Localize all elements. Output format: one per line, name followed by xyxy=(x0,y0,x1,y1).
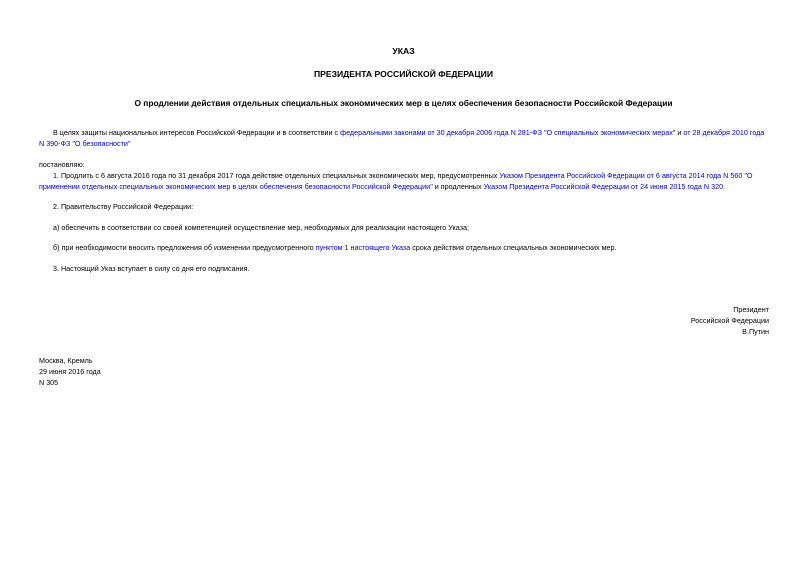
law-390-link[interactable]: от 28 декабря 2010 года N 390-ФЗ "О безопасности" xyxy=(39,128,765,148)
law-281-link[interactable]: федеральными законами от 30 декабря 2006 года N 281-ФЗ "О специальных экономических мерах" xyxy=(340,128,676,137)
item-1-text-end: . xyxy=(723,182,726,191)
decree-word: постановляю: xyxy=(39,160,85,169)
item-2-lead: 2. Правительству Российской Федерации: xyxy=(53,202,194,211)
item-2b-text: б) при необходимости вносить предложения об изменении предусмотренного xyxy=(53,243,316,252)
preamble-paragraph xyxy=(39,127,771,149)
document-issuer: ПРЕЗИДЕНТА РОССИЙСКОЙ ФЕДЕРАЦИИ xyxy=(313,69,494,79)
signature-name: В.Путин xyxy=(742,327,769,336)
document-type: УКАЗ xyxy=(392,46,415,56)
signing-place: Москва, Кремль xyxy=(39,356,93,365)
item-2b-text-end: срока действия отдельных специальных экономических мер. xyxy=(410,243,617,252)
item-2b-paragraph xyxy=(39,242,771,253)
signature-country: Российской Федерации xyxy=(690,316,769,325)
item-1-reference-link[interactable]: пунктом 1 настоящего Указа xyxy=(315,243,411,252)
decree-560-link[interactable]: Указом Президента Российской Федерации от 6 августа 2014 года N 560 "О применении отдельных специальных экономических мер в целях обеспечения безопасности Российской Федерации" xyxy=(39,171,753,191)
item-2a: а) обеспечить в соответствии со своей компетенцией осуществление мер, необходимых для реализации настоящего Указа; xyxy=(53,223,470,232)
preamble-text: В целях защиты национальных интересов Российской Федерации и в соответствии с xyxy=(53,128,341,137)
decree-number: N 305 xyxy=(39,378,59,387)
item-3: 3. Настоящий Указ вступает в силу со дня его подписания. xyxy=(53,264,250,273)
preamble-text-join: и xyxy=(675,128,684,137)
decree-320-link[interactable]: Указом Президента Российской Федерации от 24 июня 2015 года N 320 xyxy=(483,182,724,191)
item-1-text: 1. Продлить с 6 августа 2016 года по 31 декабря 2017 года действие отдельных специальных экономических мер, предусмотренных xyxy=(53,171,500,180)
item-1-text-join: и продленных xyxy=(432,182,484,191)
item-1-paragraph xyxy=(39,170,771,192)
signing-date: 29 июня 2016 года xyxy=(39,367,101,376)
document-title: О продлении действия отдельных специальных экономических мер в целях обеспечения безопасности Российской Федерации xyxy=(134,98,673,108)
signature-title: Президент xyxy=(733,305,769,314)
